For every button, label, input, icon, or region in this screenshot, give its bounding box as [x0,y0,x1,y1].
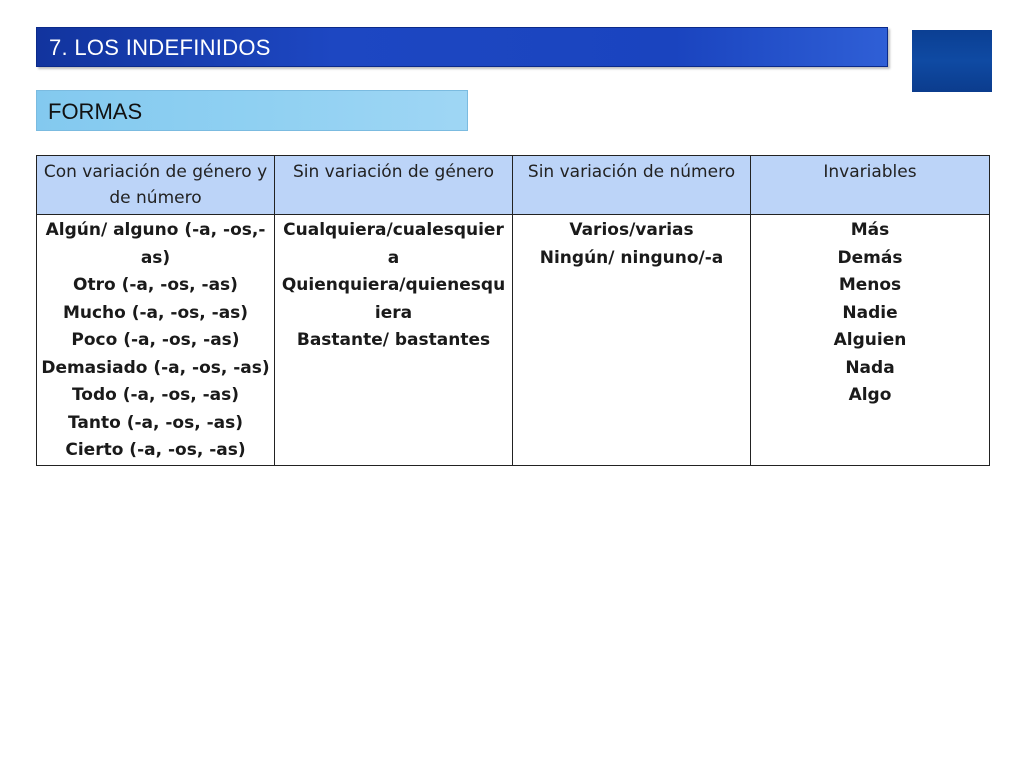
list-item: Demás [837,247,903,268]
header-no-number-variation: Sin variación de número [513,156,751,215]
list-item: Más [850,220,890,240]
corner-decoration [912,30,992,92]
title-bar [36,27,888,67]
list-item: Ningún/ ninguno/-a [539,247,724,268]
cell-gender-number-variation [37,215,275,466]
list-item: Algún/ alguno (-a, -os,-as) [45,220,266,268]
list-item: Poco (-a, -os, -as) [71,330,240,350]
list-item: Nada [845,357,895,378]
table-row [37,215,990,466]
list-item: Mucho (-a, -os, -as) [62,302,249,323]
list-item: Alguien [833,330,907,350]
list-item: Algo [848,385,892,405]
indefinite-forms-table [36,155,990,466]
header-gender-number-variation: Con variación de género y de número [37,156,275,215]
list-item: Todo (-a, -os, -as) [71,385,240,405]
slide-subtitle: FORMAS [48,99,143,124]
cell-no-gender-variation [275,215,513,466]
header-invariable: Invariables [751,156,990,215]
list-item: Demasiado (-a, -os, -as) [41,357,270,378]
list-item: Bastante/ bastantes [296,330,491,350]
list-item: Nadie [842,302,898,323]
table-header-row [37,156,990,215]
header-no-gender-variation: Sin variación de género [275,156,513,215]
cell-invariable [751,215,990,466]
list-item: Cierto (-a, -os, -as) [65,440,246,460]
list-item: Tanto (-a, -os, -as) [67,412,244,433]
list-item: Menos [838,275,902,295]
slide-title: 7. LOS INDEFINIDOS [49,35,271,60]
cell-no-number-variation [513,215,751,466]
list-item: Quienquiera/quienesquiera [281,275,506,323]
subtitle-bar [36,90,468,131]
list-item: Otro (-a, -os, -as) [73,275,238,295]
list-item: Varios/varias [569,220,694,240]
list-item: Cualquiera/cualesquiera [283,220,504,268]
